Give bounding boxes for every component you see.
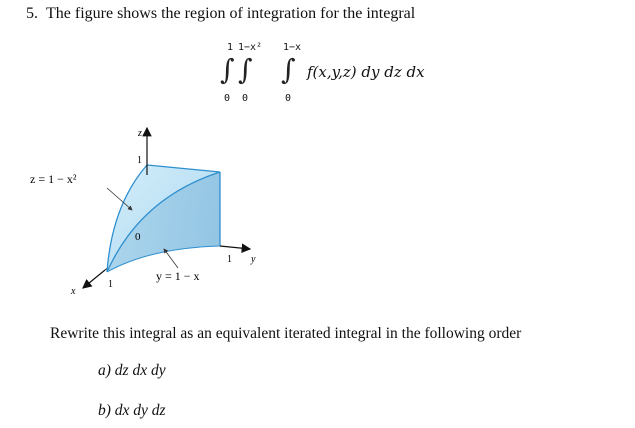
origin-label: 0: [135, 231, 141, 243]
middle-lower-limit: 0: [242, 93, 249, 104]
part-b: b) dx dy dz: [98, 402, 166, 419]
inner-integral-sign: ∫: [281, 53, 296, 86]
y-axis-label: y: [251, 254, 256, 265]
middle-upper-limit: 1−x²: [238, 42, 263, 53]
outer-upper-limit: 1: [227, 42, 234, 53]
part-a: a) dz dx dy: [98, 362, 166, 379]
z-axis-label: z: [138, 128, 142, 139]
plane-annotation: y = 1 − x: [156, 269, 200, 283]
plane-annotation-pointer: [164, 249, 178, 268]
problem-number: 5.: [26, 5, 38, 22]
outer-integral-sign: ∫: [220, 53, 235, 86]
middle-integral-sign: ∫: [238, 53, 253, 86]
inner-upper-limit: 1−x: [283, 42, 302, 53]
x-axis-label: x: [71, 286, 76, 297]
x-axis: [83, 270, 105, 288]
surface-annotation: z = 1 − x²: [30, 172, 77, 186]
z-tick-label: 1: [137, 155, 142, 166]
y-tick-label: 1: [227, 254, 232, 265]
problem-text: The figure shows the region of integration for the integral: [46, 5, 416, 22]
x-tick-label: 1: [108, 279, 113, 290]
outer-lower-limit: 0: [224, 93, 231, 104]
integrand: f(x,y,z) dy dz dx: [307, 63, 425, 81]
instruction-text: Rewrite this integral as an equivalent iterated integral in the following order: [50, 325, 522, 342]
inner-lower-limit: 0: [285, 93, 292, 104]
y-axis: [220, 246, 250, 249]
